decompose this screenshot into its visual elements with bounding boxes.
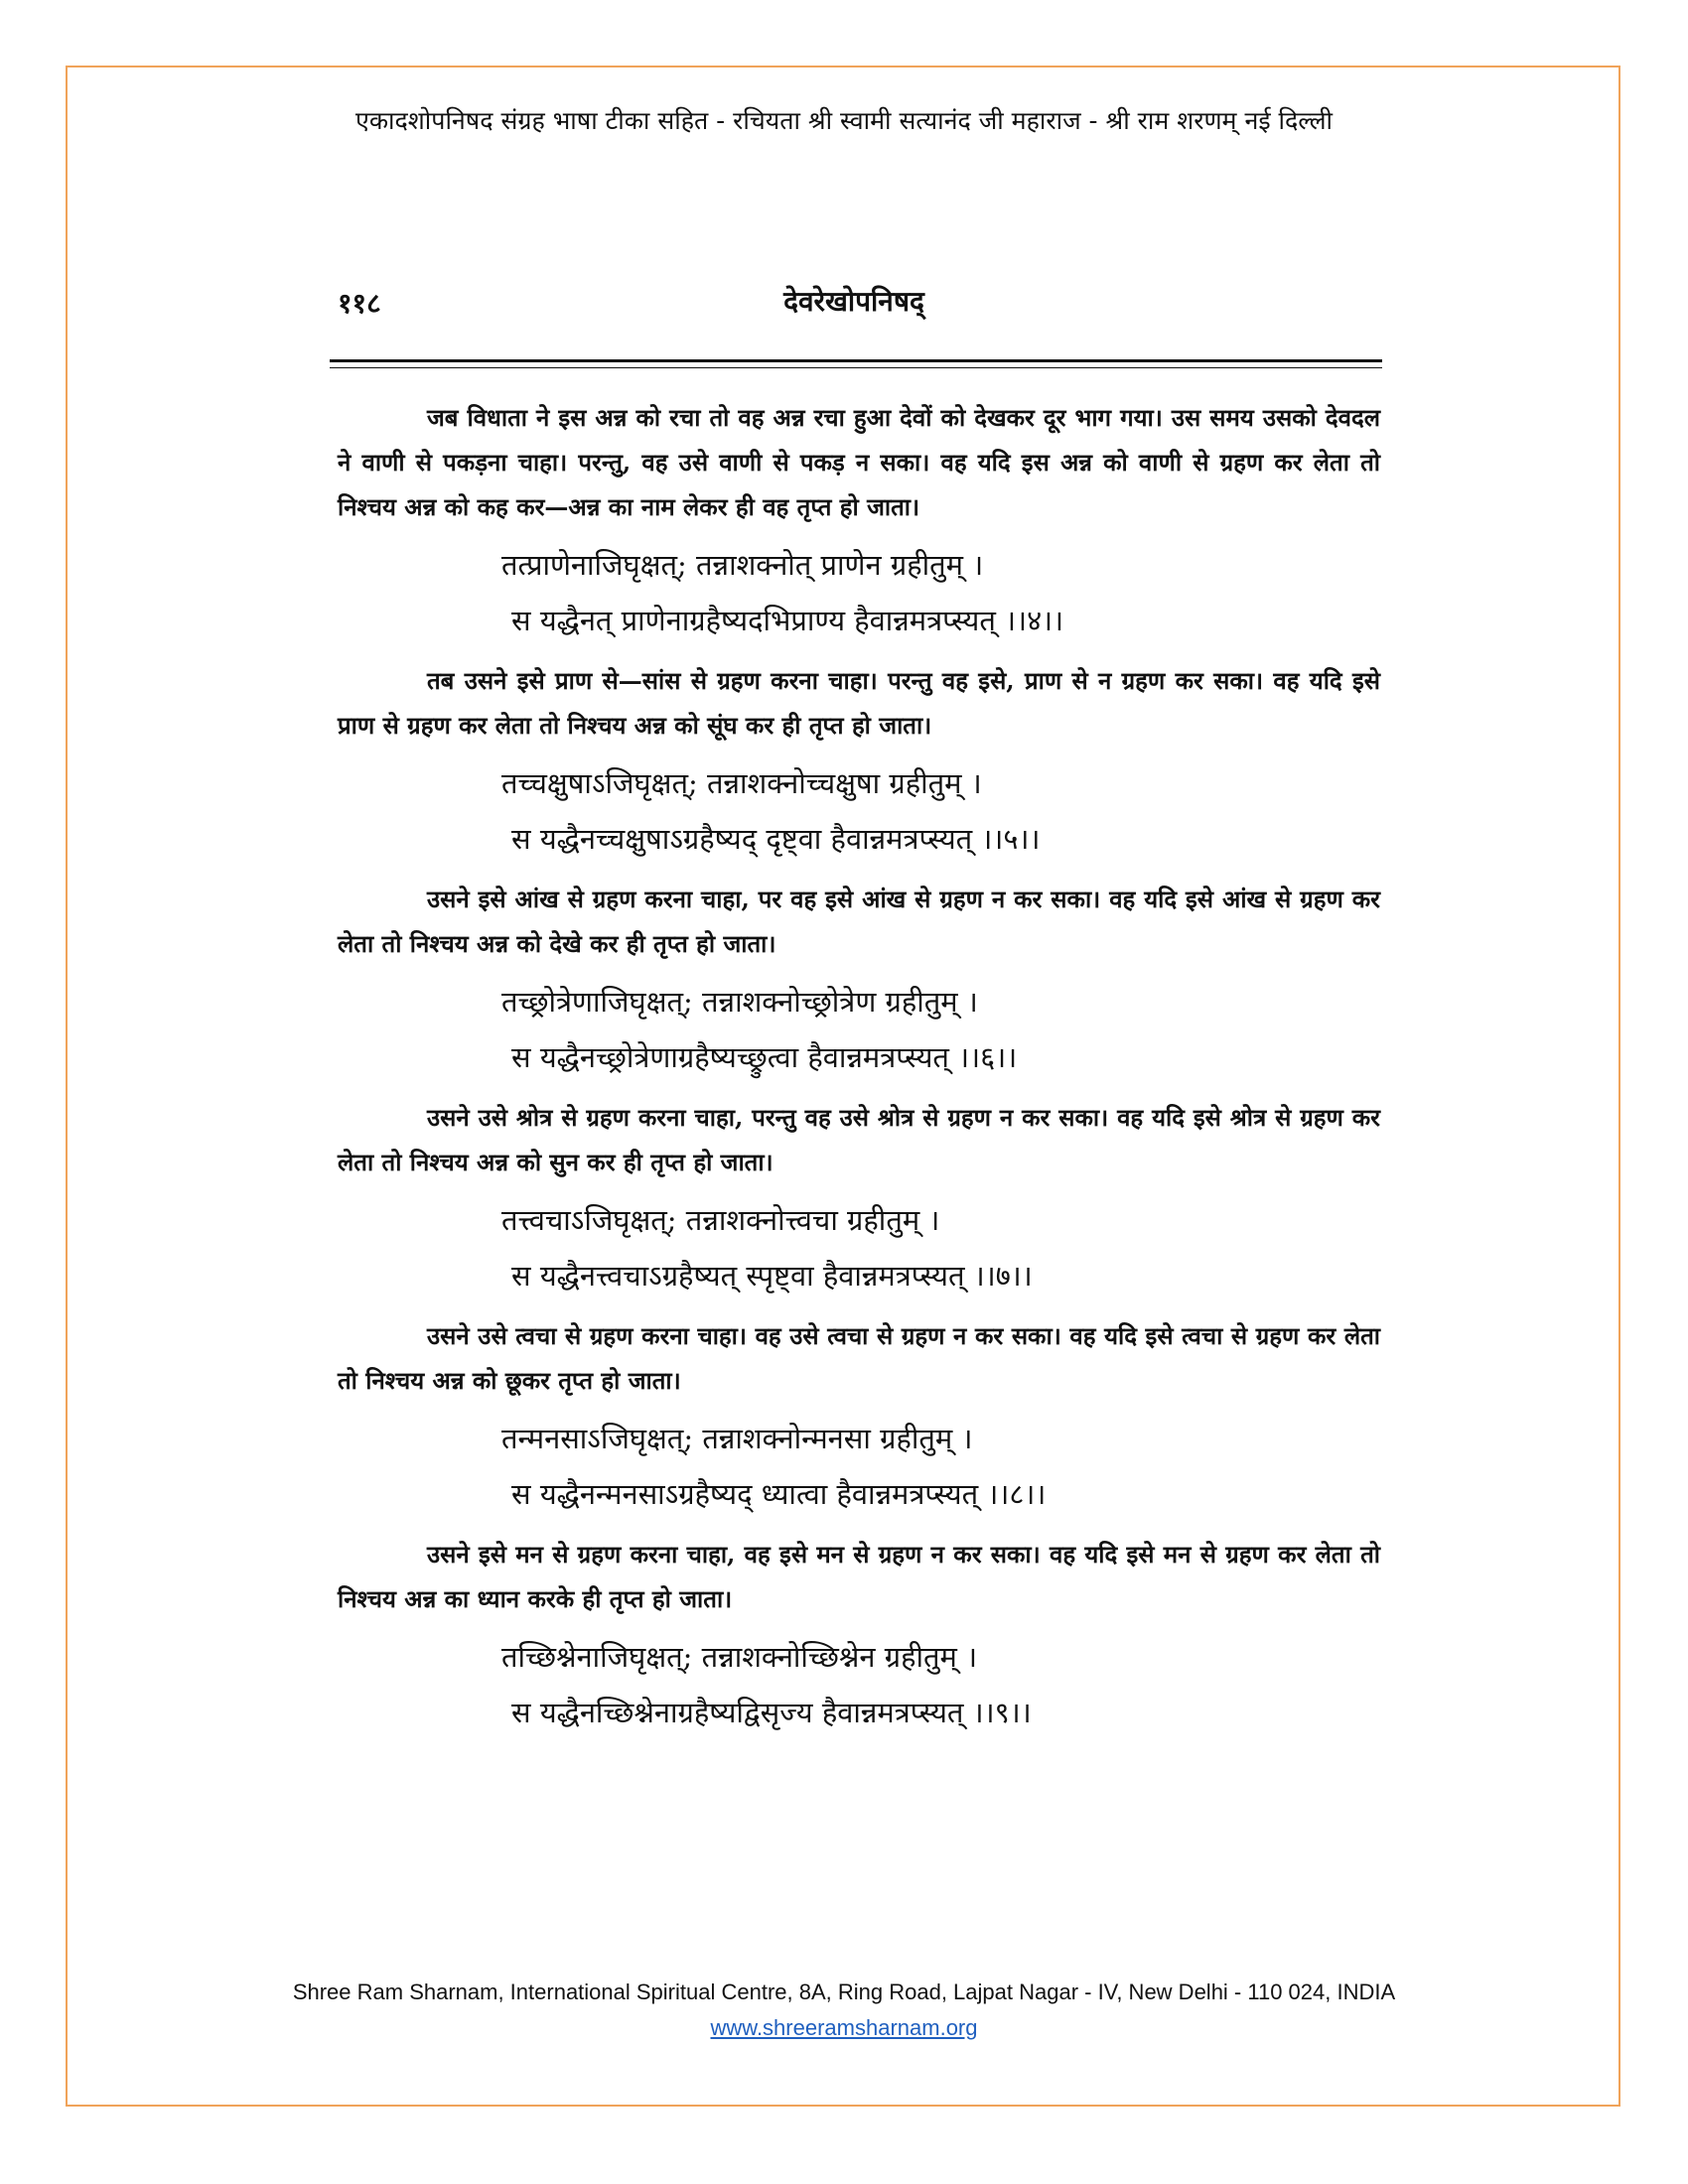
header-rule-thick bbox=[330, 359, 1382, 362]
verse-line: स यद्धैनत् प्राणेनाग्रहैष्यदभिप्राण्य हैवान्नमत्रप्स्यत् ।।४।। bbox=[511, 604, 1064, 637]
verse-line: तन्मनसाऽजिघृक्षत्; तन्नाशक्नोन्मनसा ग्रहीतुम् । bbox=[501, 1422, 973, 1455]
page-body bbox=[338, 395, 1380, 1750]
verse-line: तत्त्वचाऽजिघृक्षत्; तन्नाशक्नोत्त्वचा ग्रहीतुम् । bbox=[501, 1203, 940, 1237]
prose-paragraph: उसने उसे त्वचा से ग्रहण करना चाहा। वह उसे त्वचा से ग्रहण न कर सका। वह यदि इसे त्वचा से ग्रहण कर लेता तो निश्चय अन्न को छूकर तृप्त हो जाता। bbox=[338, 1321, 1380, 1395]
verse-block bbox=[501, 974, 1380, 1085]
scanned-page bbox=[298, 189, 1410, 1956]
verse-line: तच्चक्षुषाऽजिघृक्षत्; तन्नाशक्नोच्चक्षुषा ग्रहीतुम् । bbox=[501, 766, 982, 800]
prose-paragraph: उसने इसे आंख से ग्रहण करना चाहा, पर वह इसे आंख से ग्रहण न कर सका। वह यदि इसे आंख से ग्रहण कर लेता तो निश्चय अन्न को देखे कर ही तृप्त हो जाता। bbox=[338, 885, 1380, 958]
verse-line: तच्छ्रोत्रेणाजिघृक्षत्; तन्नाशक्नोच्छ्रोत्रेण ग्रहीतुम् । bbox=[501, 985, 978, 1019]
verse-block bbox=[501, 1192, 1380, 1303]
prose-paragraph: तब उसने इसे प्राण से—सांस से ग्रहण करना चाहा। परन्तु वह इसे, प्राण से न ग्रहण कर सका। वह यदि इसे प्राण से ग्रहण कर लेता तो निश्चय अन्न को सूंघ कर ही तृप्त हो जाता। bbox=[338, 666, 1380, 740]
verse-line: तत्प्राणेनाजिघृक्षत्; तन्नाशक्नोत् प्राणेन ग्रहीतुम् । bbox=[501, 548, 984, 582]
verse-block bbox=[501, 1411, 1380, 1522]
verse-line: स यद्धैनच्छ्रोत्रेणाग्रहैष्यच्छ्रुत्वा हैवान्नमत्रप्स्यत् ।।६।। bbox=[511, 1040, 1018, 1074]
verse-line: तच्छिश्नेनाजिघृक्षत्; तन्नाशक्नोच्छिश्नेन ग्रहीतुम् । bbox=[501, 1640, 978, 1674]
website-link[interactable]: www.shreeramsharnam.org bbox=[710, 2015, 978, 2040]
prose-paragraph: उसने उसे श्रोत्र से ग्रहण करना चाहा, परन्तु वह उसे श्रोत्र से ग्रहण न कर सका। वह यदि इसे श्रोत्र से ग्रहण कर लेता तो निश्चय अन्न को सुन कर ही तृप्त हो जाता। bbox=[338, 1103, 1380, 1176]
verse-block bbox=[501, 755, 1380, 867]
document-header: एकादशोपनिषद संग्रह भाषा टीका सहित - रचियता श्री स्वामी सत्यानंद जी महाराज - श्री राम शरणम् नई दिल्ली bbox=[355, 106, 1333, 135]
verse-line: स यद्धैनच्चक्षुषाऽग्रहैष्यद् दृष्ट्वा हैवान्नमत्रप्स्यत् ।।५।। bbox=[511, 822, 1041, 856]
verse-block bbox=[501, 1629, 1380, 1740]
footer-address: Shree Ram Sharnam, International Spiritual Centre, 8A, Ring Road, Lajpat Nagar - IV, New Delhi - 110 024, INDIA bbox=[292, 1979, 1396, 2004]
page-title: देवरेखोपनिषद् bbox=[783, 285, 924, 318]
verse-line: स यद्धैनत्त्वचाऽग्रहैष्यत् स्पृष्ट्वा हैवान्नमत्रप्स्यत् ।।७।। bbox=[511, 1259, 1033, 1293]
header-rule-thin bbox=[330, 367, 1382, 368]
prose-paragraph: उसने इसे मन से ग्रहण करना चाहा, वह इसे मन से ग्रहण न कर सका। वह यदि इसे मन से ग्रहण कर लेता तो निश्चय अन्न का ध्यान करके ही तृप्त हो जाता। bbox=[338, 1540, 1380, 1613]
verse-line: स यद्धैनच्छिश्नेनाग्रहैष्यद्विसृज्य हैवान्नमत्रप्स्यत् ।।९।। bbox=[511, 1696, 1032, 1729]
verse-line: स यद्धैनन्मनसाऽग्रहैष्यद् ध्यात्वा हैवान्नमत्रप्स्यत् ।।८।। bbox=[511, 1477, 1047, 1511]
prose-paragraph: जब विधाता ने इस अन्न को रचा तो वह अन्न रचा हुआ देवों को देखकर दूर भाग गया। उस समय उसको देवदल ने वाणी से पकड़ना चाहा। परन्तु, वह उसे वाणी से पकड़ न सका। वह यदि इस अन्न को वाणी से ग्रहण कर लेता तो निश्चय अन्न को कह कर—अन्न का नाम लेकर ही वह तृप्त हो जाता। bbox=[338, 403, 1380, 521]
verse-block bbox=[501, 537, 1380, 648]
page-number: ११८ bbox=[338, 287, 381, 320]
